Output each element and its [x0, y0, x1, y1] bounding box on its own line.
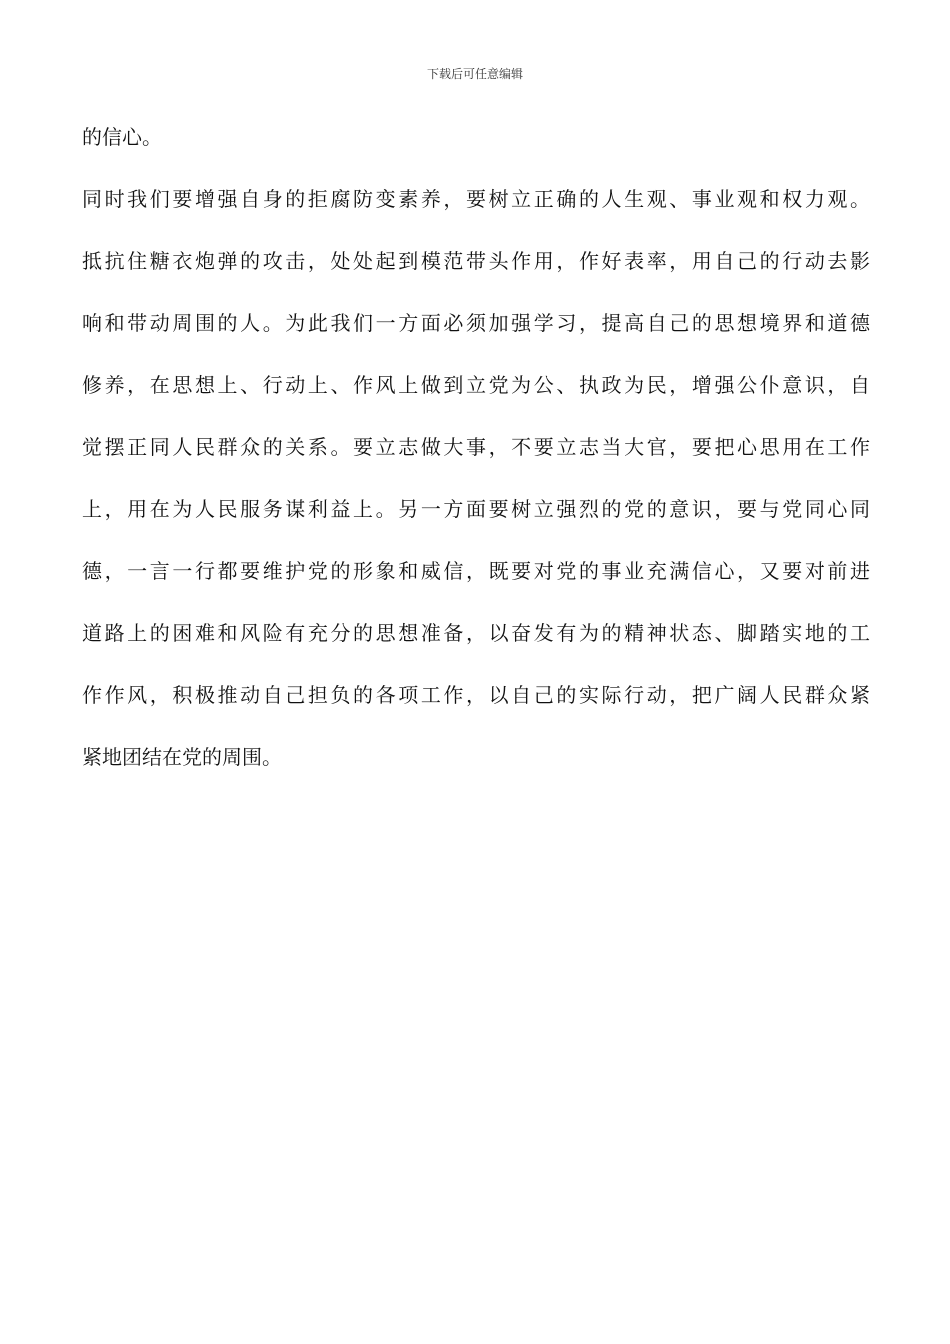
text-line: 作作风，积极推动自己担负的各项工作，以自己的实际行动，把广阔人民群众紧: [82, 683, 870, 707]
text-line: 德，一言一行都要维护党的形象和威信，既要对党的事业充满信心，又要对前进: [82, 559, 870, 583]
document-body: [82, 106, 870, 788]
text-line: 的信心。: [82, 125, 162, 149]
text-line: 同时我们要增强自身的拒腐防变素养，要树立正确的人生观、事业观和权力观。: [82, 187, 870, 211]
text-line: 觉摆正同人民群众的关系。要立志做大事，不要立志当大官，要把心思用在工作: [82, 435, 870, 459]
text-line: 紧地团结在党的周围。: [82, 745, 282, 769]
text-line: 道路上的困难和风险有充分的思想准备，以奋发有为的精神状态、脚踏实地的工: [82, 621, 870, 645]
text-line: 抵抗住糖衣炮弹的攻击，处处起到模范带头作用，作好表率，用自己的行动去影: [82, 249, 870, 273]
paragraph: [82, 168, 870, 788]
text-line: 响和带动周围的人。为此我们一方面必须加强学习，提高自己的思想境界和道德: [82, 311, 870, 335]
text-line: 上，用在为人民服务谋利益上。另一方面要树立强烈的党的意识，要与党同心同: [82, 497, 870, 521]
text-line: 修养，在思想上、行动上、作风上做到立党为公、执政为民，增强公仆意识，自: [82, 373, 870, 397]
paragraph: [82, 106, 870, 168]
page-header: 下载后可任意编辑: [426, 67, 523, 81]
